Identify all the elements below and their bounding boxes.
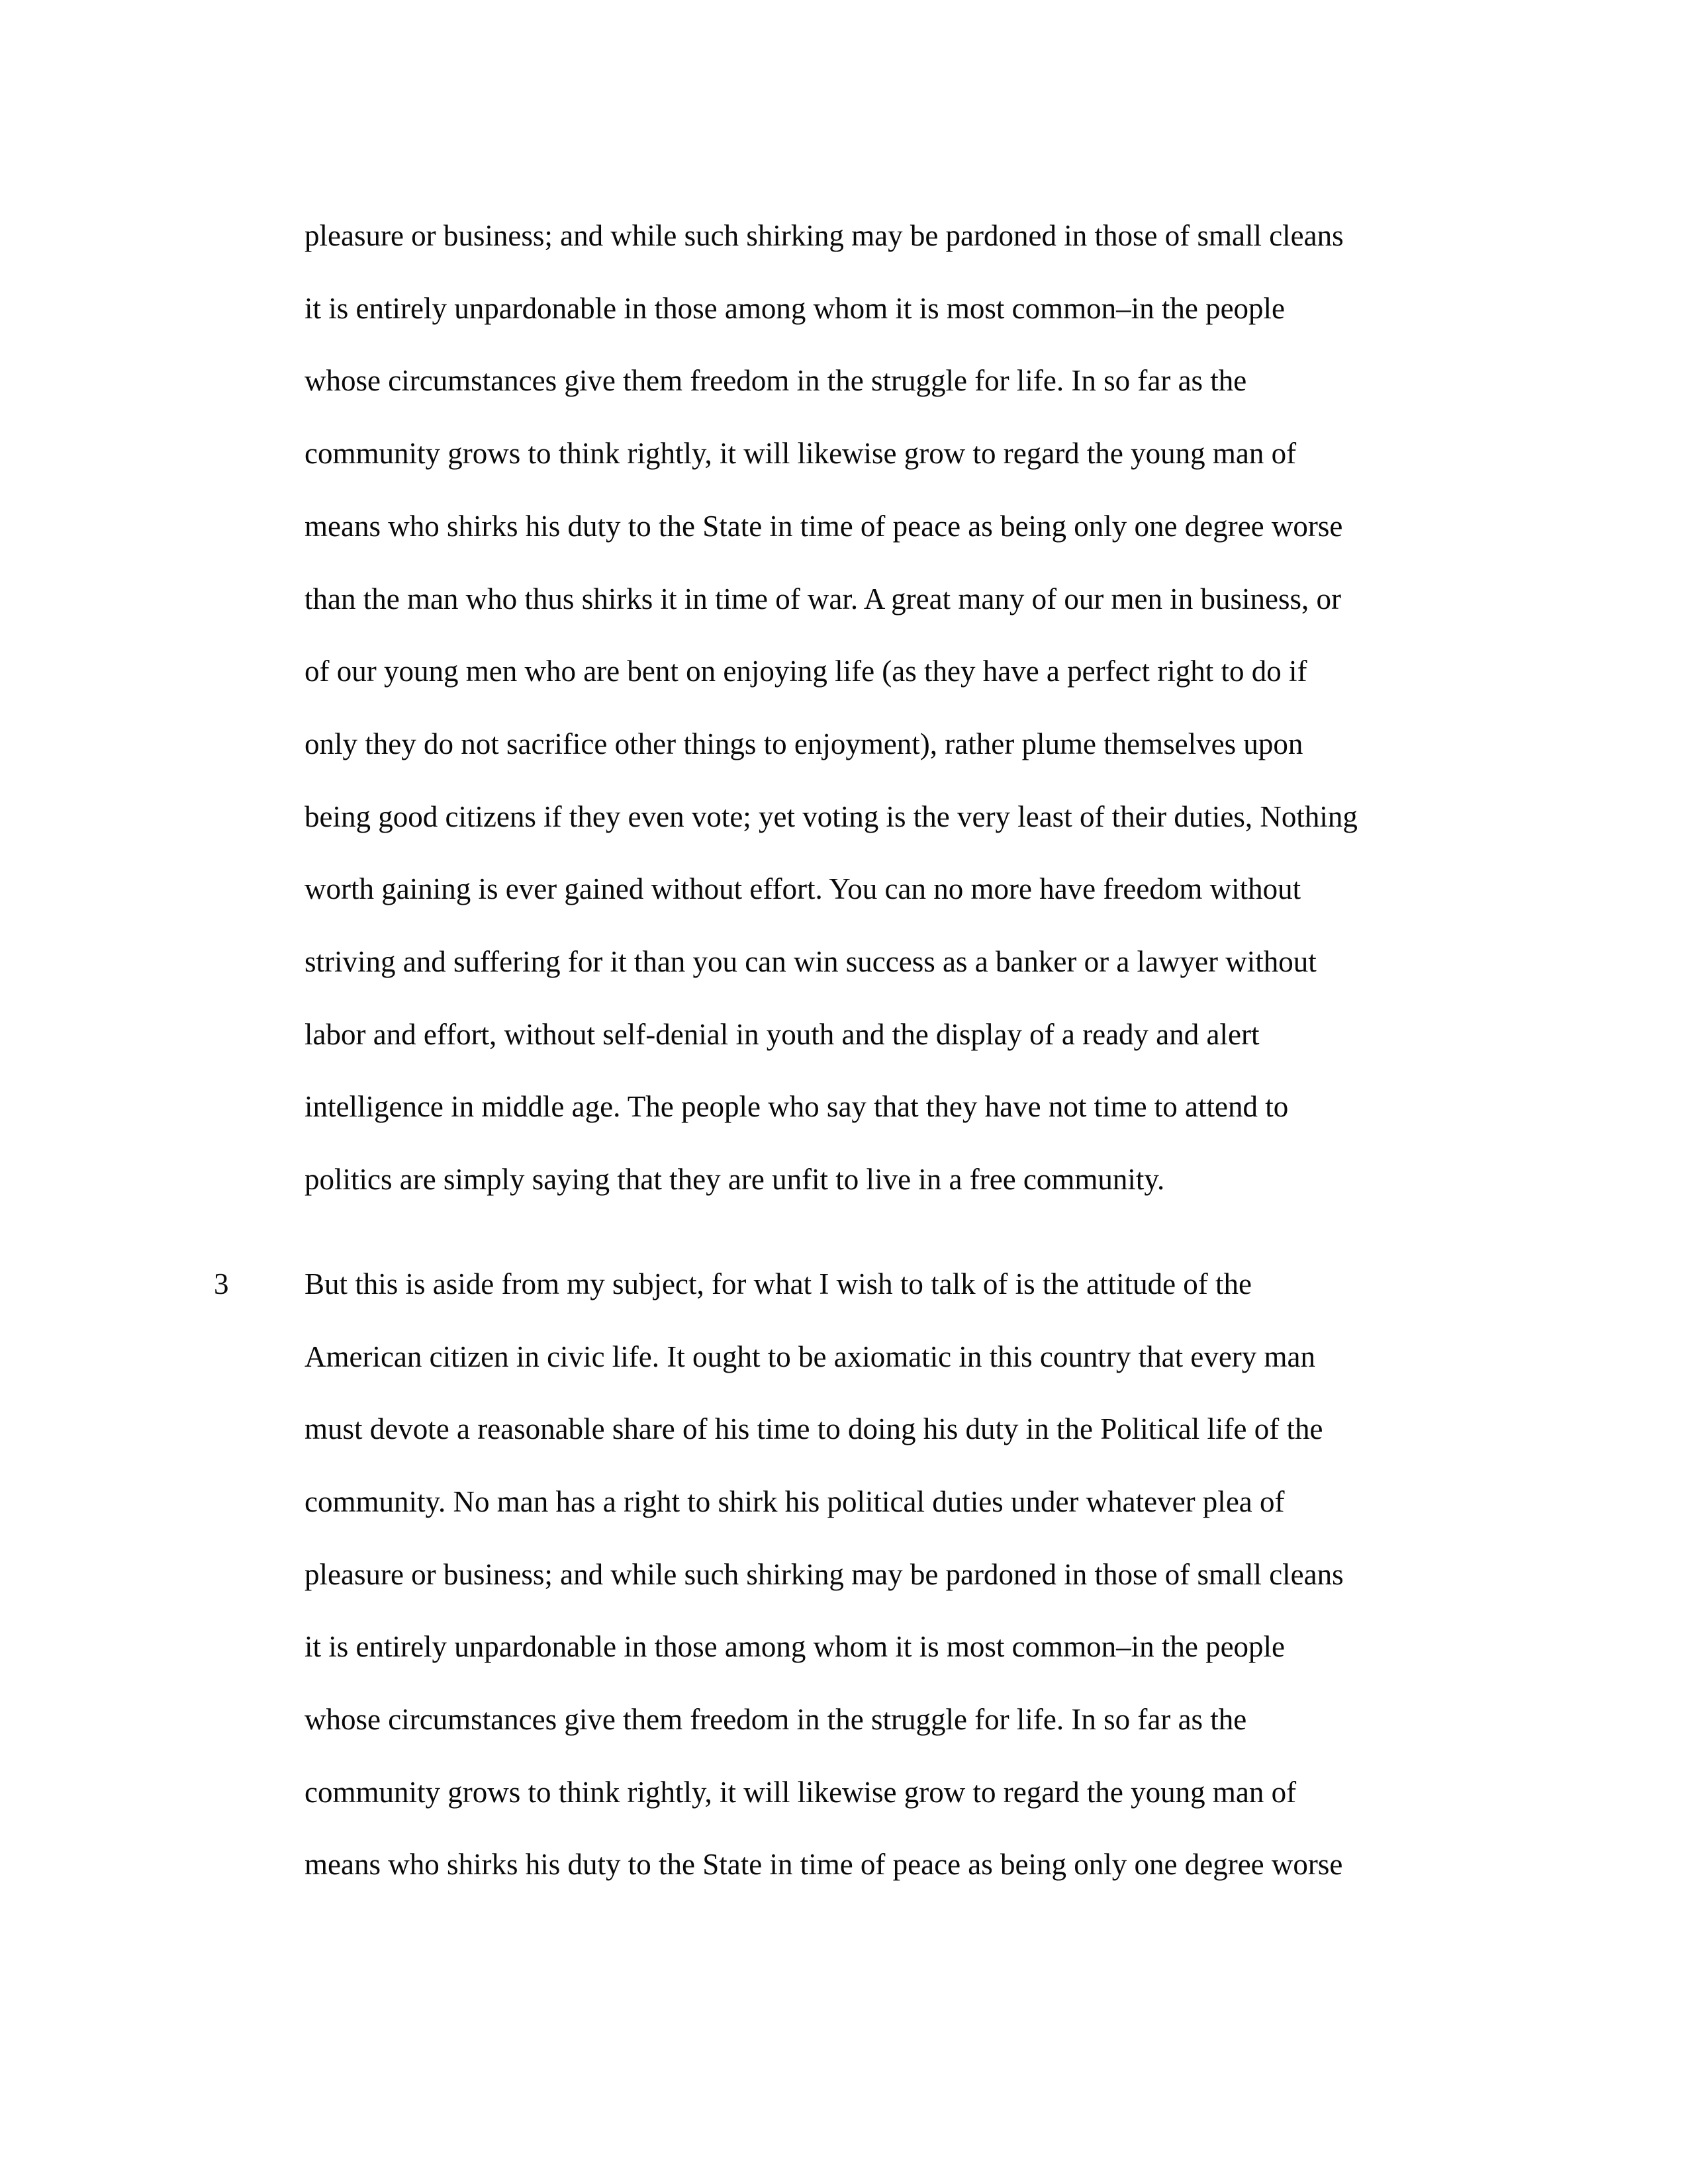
paragraph-number: 3 xyxy=(214,1267,229,1300)
text-line: politics are simply saying that they are unfit to live in a free community. xyxy=(305,1163,1165,1197)
text-line: community grows to think rightly, it will likewise grow to regard the young man of xyxy=(305,437,1297,471)
text-line: pleasure or business; and while such shirking may be pardoned in those of small cleans xyxy=(305,1557,1344,1591)
text-block xyxy=(214,200,1470,1901)
text-line: only they do not sacrifice other things to enjoyment), rather plume themselves upon xyxy=(305,727,1303,760)
text-line: striving and suffering for it than you can win success as a banker or a lawyer without xyxy=(305,945,1317,979)
paragraph xyxy=(214,1248,1470,1901)
text-line: means who shirks his duty to the State in time of peace as being only one degree worse xyxy=(305,1848,1343,1882)
text-line: it is entirely unpardonable in those among whom it is most common–in the people xyxy=(305,1630,1286,1664)
text-line: must devote a reasonable share of his time to doing his duty in the Political life of the xyxy=(305,1412,1323,1446)
text-line: means who shirks his duty to the State in time of peace as being only one degree worse xyxy=(305,509,1343,543)
paragraph xyxy=(305,200,1470,1216)
text-line: labor and effort, without self-denial in youth and the display of a ready and alert xyxy=(305,1017,1260,1051)
text-line: intelligence in middle age. The people who say that they have not time to attend to xyxy=(305,1090,1289,1124)
text-line: American citizen in civic life. It ought to be axiomatic in this country that every man xyxy=(305,1340,1316,1373)
text-line: it is entirely unpardonable in those among whom it is most common–in the people xyxy=(305,291,1286,325)
text-line: than the man who thus shirks it in time of war. A great many of our men in business, or xyxy=(305,582,1342,615)
text-line: community grows to think rightly, it will likewise grow to regard the young man of xyxy=(305,1775,1297,1809)
text-line: pleasure or business; and while such shirking may be pardoned in those of small cleans xyxy=(305,219,1344,252)
text-line: But this is aside from my subject, for what I wish to talk of is the attitude of the xyxy=(305,1267,1252,1300)
text-line: being good citizens if they even vote; yet voting is the very least of their duties, Nothing xyxy=(305,799,1358,833)
text-line: whose circumstances give them freedom in the struggle for life. In so far as the xyxy=(305,1703,1247,1737)
text-line: of our young men who are bent on enjoying life (as they have a perfect right to do if xyxy=(305,655,1307,688)
text-line: worth gaining is ever gained without effort. You can no more have freedom without xyxy=(305,872,1301,906)
text-line: whose circumstances give them freedom in the struggle for life. In so far as the xyxy=(305,364,1247,398)
text-line: community. No man has a right to shirk his political duties under whatever plea of xyxy=(305,1484,1285,1518)
